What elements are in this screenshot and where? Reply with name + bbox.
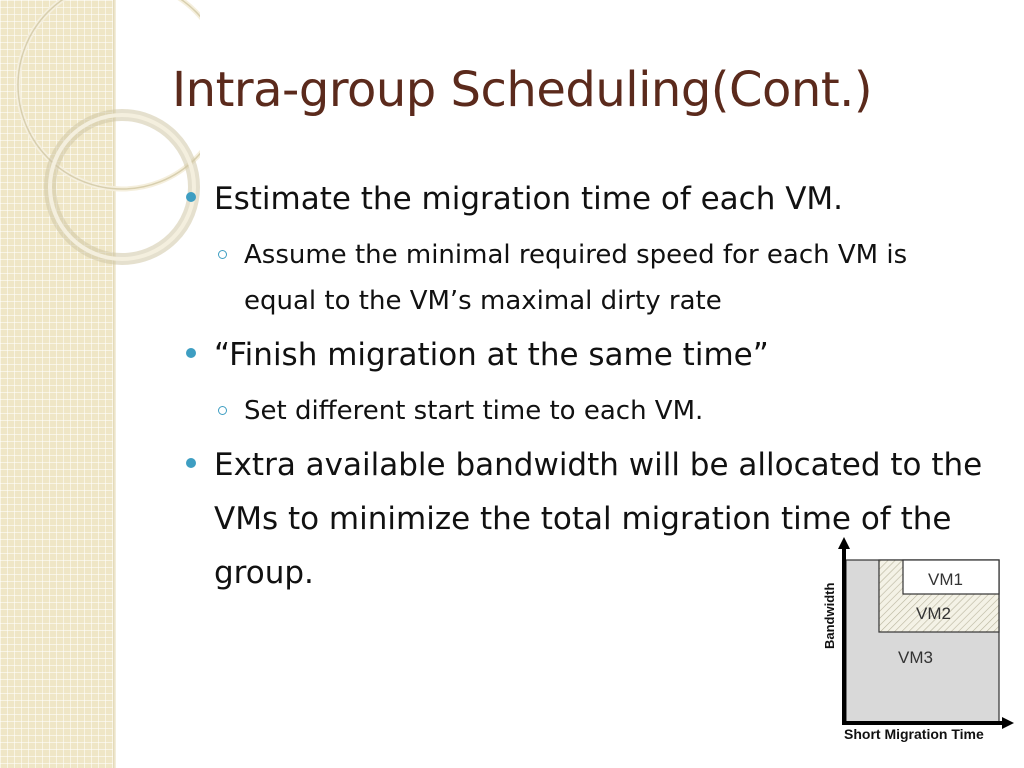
x-axis-label: Short Migration Time — [844, 726, 984, 742]
y-axis-label: Bandwidth — [822, 582, 837, 649]
sub-bullet-ring-icon — [218, 406, 227, 415]
decorative-side-band — [0, 0, 113, 768]
bullet-text: Extra available bandwidth will be allocated to the VMs to minimize the total migration time of the group. — [214, 447, 983, 591]
bullet-estimate — [186, 172, 996, 226]
sub-bullet-ring-icon — [218, 250, 227, 259]
bullet-finish — [186, 328, 996, 382]
sub-bullet-text: Set different start time to each VM. — [244, 396, 704, 426]
bullet-text: Estimate the migration time of each VM. — [214, 181, 844, 217]
bandwidth-time-figure — [816, 533, 1020, 745]
vm1-label: VM1 — [928, 570, 963, 589]
vm3-label: VM3 — [898, 648, 933, 667]
bullet-dot-icon — [186, 348, 196, 358]
side-band-edge — [113, 0, 116, 768]
x-axis-arrow-icon — [1002, 717, 1014, 729]
bullet-text: “Finish migration at the same time” — [214, 337, 769, 373]
sub-bullet-text: Assume the minimal required speed for each VM is equal to the VM’s maximal dirty rate — [244, 240, 908, 316]
bullet-dot-icon — [186, 458, 196, 468]
vm2-label: VM2 — [916, 604, 951, 623]
bullet-dot-icon — [186, 192, 196, 202]
y-axis-arrow-icon — [838, 537, 850, 549]
sub-bullet-set-start — [244, 388, 996, 434]
sub-bullet-assume — [244, 232, 964, 324]
slide-title: Intra-group Scheduling(Cont.) — [172, 62, 873, 118]
